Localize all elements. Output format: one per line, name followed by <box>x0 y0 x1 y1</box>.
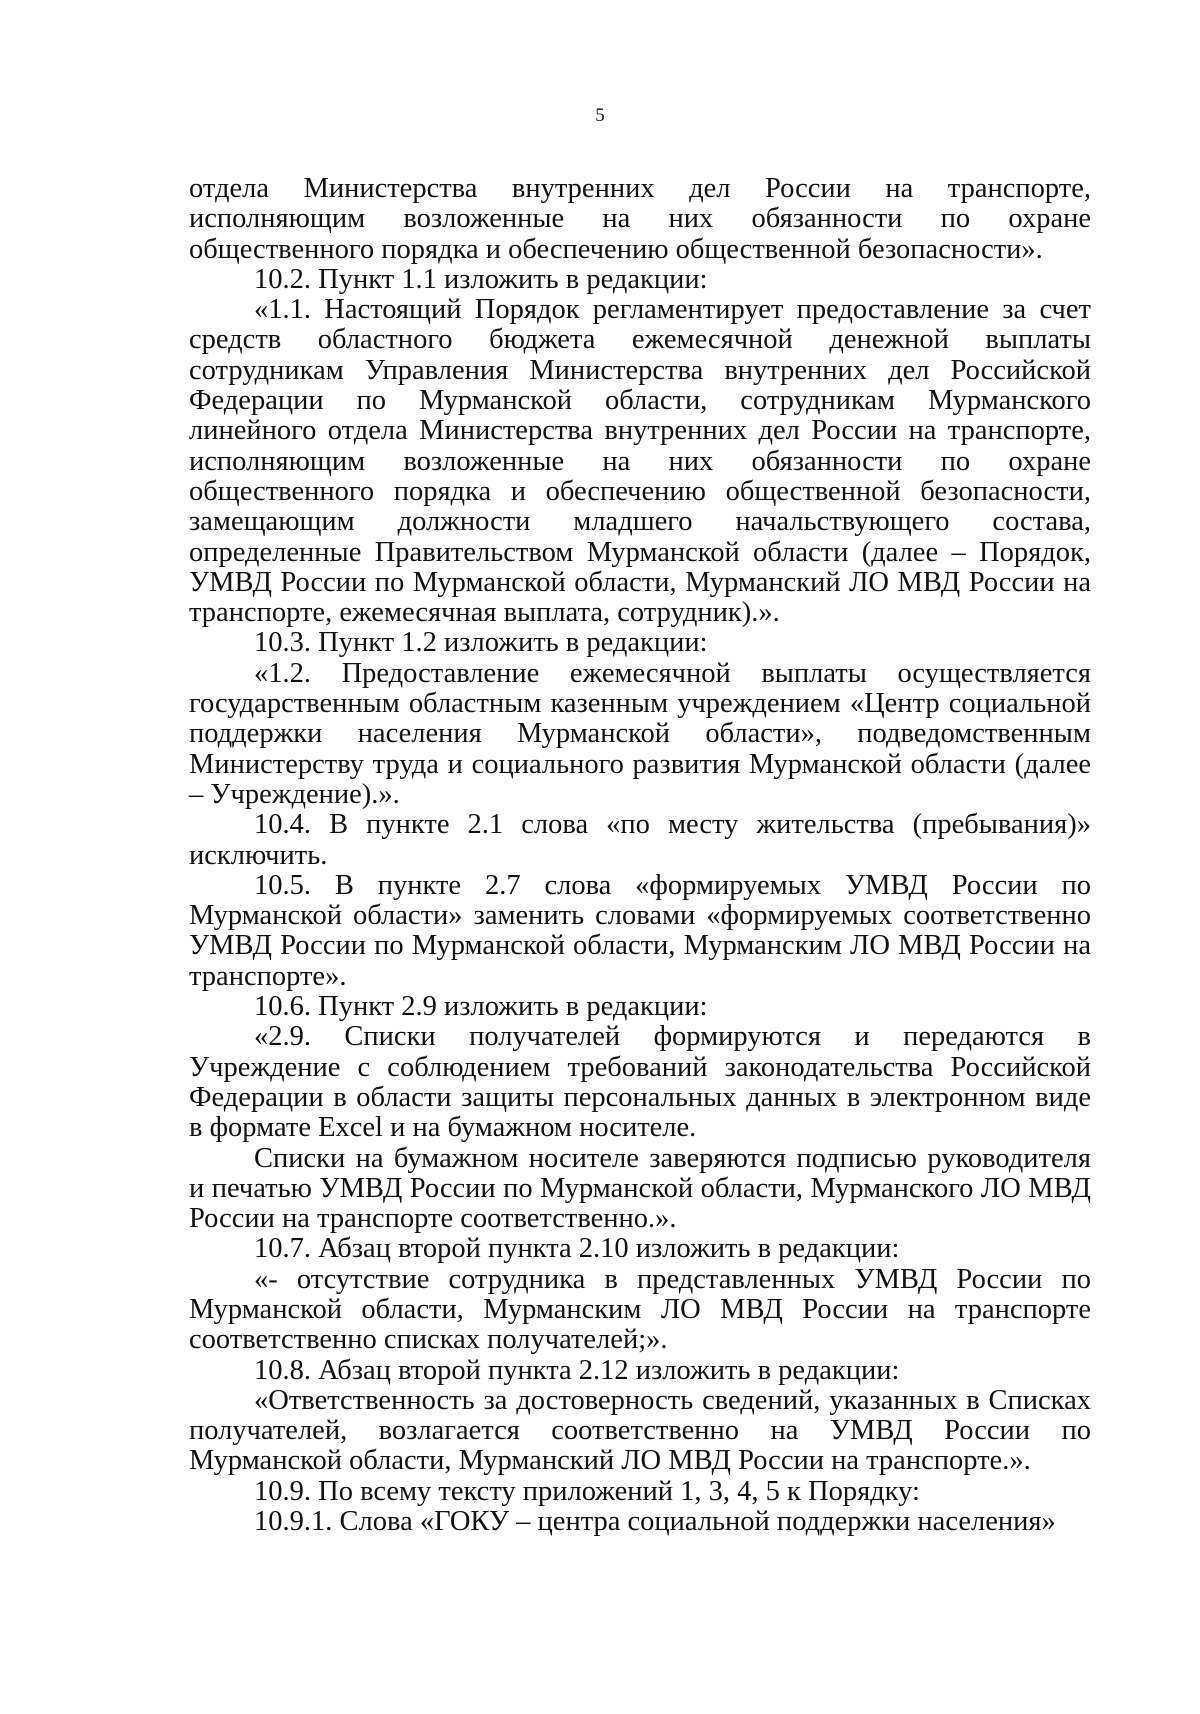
paragraph-10-3-heading: 10.3. Пункт 1.2 изложить в редакции: <box>254 627 708 659</box>
paragraph-10-6-heading: 10.6. Пункт 2.9 изложить в редакции: <box>254 991 708 1023</box>
paragraph-10-2-heading: 10.2. Пункт 1.1 изложить в редакции: <box>254 263 708 295</box>
paragraph-10-4: 10.4. В пункте 2.1 слова «по месту жительства (пребывания)» исключить. <box>189 809 1091 871</box>
paragraph-2-9-lists: Списки на бумажном носителе заверяются подписью руководителя и печатью УМВД России по Мурманской области, Мурманского ЛО МВД России на транспорте соответственно.». <box>189 1142 1091 1235</box>
paragraph-10-5: 10.5. В пункте 2.7 слова «формируемых УМВД России по Мурманской области» заменить словами «формируемых соответственно УМВД России по Мурманской области, Мурманским ЛО МВД России на транспорте». <box>189 869 1091 992</box>
paragraph-1-2-text: «1.2. Предоставление ежемесячной выплаты осуществляется государственным областным казенным учреждением «Центр социальной поддержки населения Мурманской области», подведомственным Министерству труда и социального развития Мурманской области (далее – Учреждение).». <box>189 657 1091 810</box>
paragraph-10-9: 10.9. По всему тексту приложений 1, 3, 4, 5 к Порядку: <box>254 1475 920 1507</box>
paragraph-2-12-text: «Ответственность за достоверность сведений, указанных в Списках получателей, возлагается соответственно на УМВД России по Мурманской области, Мурманский ЛО МВД России на транспорте.». <box>189 1384 1091 1477</box>
paragraph-2-10-text: «- отсутствие сотрудника в представленных УМВД России по Мурманской области, Мурманским ЛО МВД России на транспорте соответственно списках получателей;». <box>189 1263 1091 1356</box>
paragraph-1-1-text: «1.1. Настоящий Порядок регламентирует предоставление за счет средств областного бюджета ежемесячной денежной выплаты сотрудникам Управления Министерства внутренних дел Российской Федерации по Мурманской области, сотрудникам Мурманского линейного отдела Министерства внутренних дел России на транспорте, исполняющим возложенные на них обязанности по охране общественного порядка и обеспечению общественной безопасности, замещающим должности младшего начальствующего состава, определенные Правительством Мурманской области (далее – Порядок, УМВД России по Мурманской области, Мурманский ЛО МВД России на транспорте, ежемесячная выплата, сотрудник).». <box>189 294 1091 629</box>
document-body <box>189 174 1091 1537</box>
paragraph-10-8-heading: 10.8. Абзац второй пункта 2.12 изложить в редакции: <box>254 1354 900 1386</box>
paragraph-10-9-1: 10.9.1. Слова «ГОКУ – центра социальной поддержки населения» <box>254 1506 1056 1538</box>
page-number: 5 <box>595 105 605 126</box>
paragraph-10-7-heading: 10.7. Абзац второй пункта 2.10 изложить в редакции: <box>254 1233 900 1265</box>
paragraph-2-9-text: «2.9. Списки получателей формируются и передаются в Учреждение с соблюдением требований законодательства Российской Федерации в области защиты персональных данных в электронном виде в формате Excel и на бумажном носителе. <box>189 1021 1091 1144</box>
paragraph-continuation: отдела Министерства внутренних дел России на транспорте, исполняющим возложенные на них обязанности по охране общественного порядка и обеспечению общественной безопасности». <box>189 173 1091 265</box>
